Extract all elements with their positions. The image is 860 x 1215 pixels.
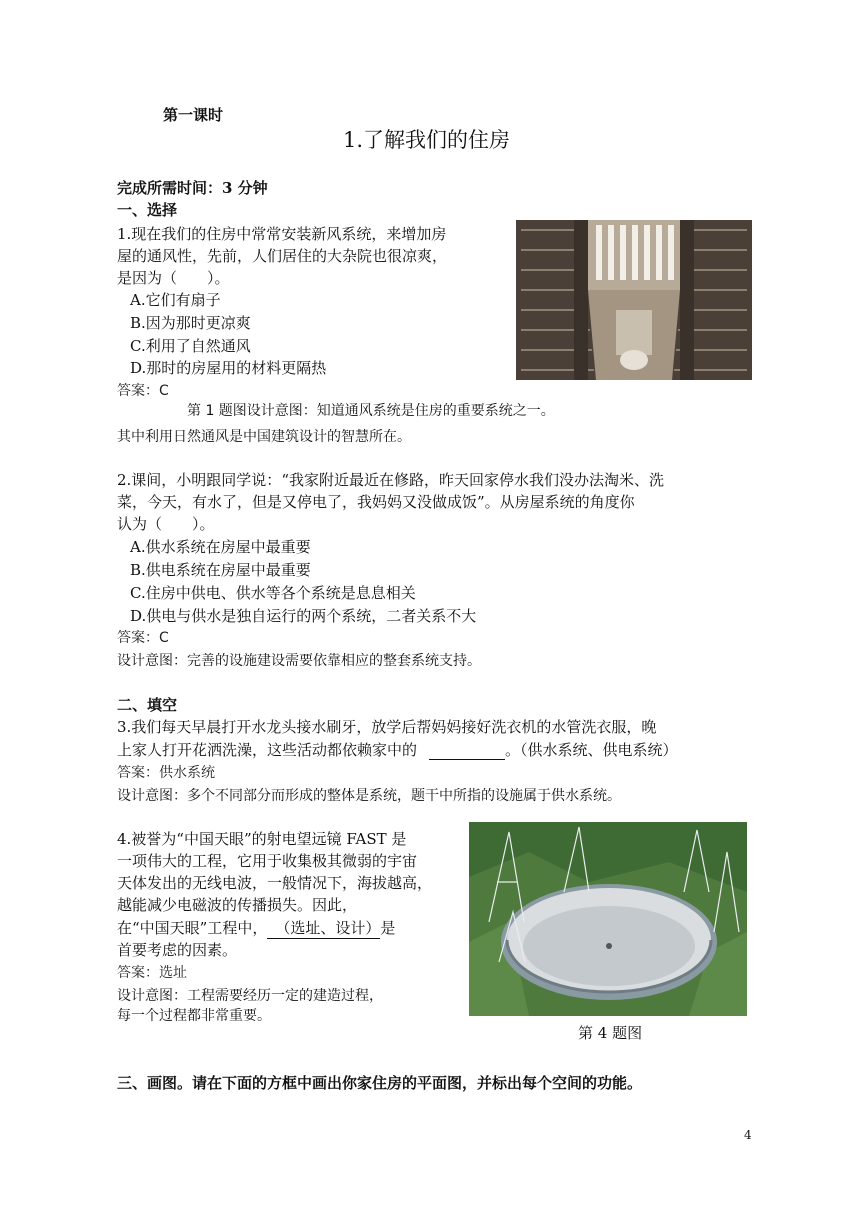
q2-option-d: D.供电与供水是独自运行的两个系统，二者关系不大 [130,607,477,625]
q1-option-b: B.因为那时更凉爽 [130,314,251,332]
q1-option-c: C.利用了自然通风 [130,337,251,355]
q4-answer-blank: （选址、设计） [267,917,380,939]
section-heading-drawing: 三、画图。请在下面的方框中画出你家住房的平面图，并标出每个空间的功能。 [117,1074,643,1092]
q1-stem-line3: 是因为（ ）。 [117,269,230,287]
q3-line2-post: 。（供水系统、供电系统） [505,741,678,759]
q4-line2: 一项伟大的工程，它用于收集极其微弱的宇宙 [117,852,418,870]
q4-design-line1: 设计意图：工程需要经历一定的建造过程， [117,988,383,1004]
q1-design-line1: 第 1 题图设计意图：知道通风系统是住房的重要系统之一。 [187,403,555,419]
q4-design-line2: 每一个过程都非常重要。 [117,1008,271,1024]
q2-stem-line3: 认为（ ）。 [117,515,215,533]
q3-line2-pre: 上家人打开花洒洗澡，这些活动都依赖家中的 [117,741,418,759]
q1-design-line2: 其中利用日然通风是中国建筑设计的智慧所在。 [117,429,411,445]
q2-option-a: A.供水系统在房屋中最重要 [130,538,311,556]
q1-option-a: A.它们有扇子 [130,291,221,309]
q2-stem-line2: 菜，今天，有水了，但是又停电了，我妈妈又没做成饭”。从房屋系统的角度你 [117,493,635,511]
q2-design: 设计意图：完善的设施建设需要依靠相应的整套系统支持。 [117,653,481,669]
q3-design: 设计意图：多个不同部分而形成的整体是系统，题干中所指的设施属于供水系统。 [117,788,621,804]
q3-line1: 3.我们每天早晨打开水龙头接水刷牙，放学后帮妈妈接好洗衣机的水管洗衣服，晚 [117,718,657,736]
lesson-label: 第一课时 [163,106,224,124]
q1-answer: 答案：C [117,383,169,399]
section-heading-choice: 一、选择 [117,201,178,219]
page-title: 1.了解我们的住房 [343,128,511,152]
courtyard-photo [516,220,752,380]
q2-stem-line1: 2.课间，小明跟同学说：“我家附近最近在修路，昨天回家停水我们没办法淘米、洗 [117,471,664,489]
q4-line5-pre: 在“中国天眼”工程中， [117,919,268,937]
q2-option-c: C.住房中供电、供水等各个系统是息息相关 [130,584,416,602]
fast-telescope-photo [469,822,747,1016]
q1-option-d: D.那时的房屋用的材料更隔热 [130,359,327,377]
q2-answer: 答案：C [117,630,169,646]
section-heading-fill: 二、填空 [117,696,178,714]
q4-line5-post: 是 [380,919,396,937]
q2-option-b: B.供电系统在房屋中最重要 [130,561,311,579]
q4-image-caption: 第 4 题图 [578,1024,643,1042]
q1-stem-line1: 1.现在我们的住房中常常安装新风系统，来增加房 [117,225,447,243]
q3-line2 [117,739,678,760]
q4-line1: 4.被誉为“中国天眼”的射电望远镜 FAST 是 [117,830,407,848]
q3-answer: 答案：供水系统 [117,765,215,781]
time-required: 完成所需时间：3 分钟 [117,179,268,197]
q4-line4: 越能减少电磁波的传播损失。因此， [117,896,358,914]
q4-line3: 天体发出的无线电波，一般情况下，海拔越高， [117,874,433,892]
q1-stem-line2: 屋的通风性，先前，人们居住的大杂院也很凉爽， [117,247,448,265]
page-number: 4 [744,1128,752,1142]
q3-answer-blank [429,741,505,760]
q4-line6: 首要考虑的因素。 [117,941,238,959]
q4-answer: 答案：选址 [117,965,187,981]
q4-line5 [117,917,395,939]
